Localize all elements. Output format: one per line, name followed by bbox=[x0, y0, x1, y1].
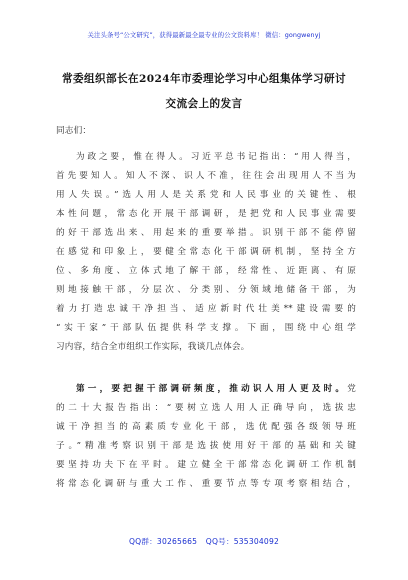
section-heading: 第一，要把握干部调研频度，推动识人用人更及时。 bbox=[76, 384, 348, 394]
paragraph-line: 为政之要，惟在得人。习近平总书记指出：“用人得当， bbox=[76, 152, 356, 162]
paragraph-line: 诚干净担当的高素质专业化干部，选优配强各级领导班 bbox=[56, 422, 356, 432]
paragraph-line: “实干家”干部队伍提供科学支撑。下面，围绕中心组学 bbox=[56, 323, 356, 333]
section-heading-line bbox=[76, 382, 356, 394]
paragraph-line: 位、多角度、立体式地了解干部，经常性、近距离、有原 bbox=[56, 266, 356, 276]
paragraph-line: 的好干部选出来、用起来的重要举措。识别干部不能停留 bbox=[56, 228, 356, 238]
paragraph-line: 子。”精准考察识别干部是选拔使用好干部的基础和关键 bbox=[56, 441, 356, 451]
footer-qq-group: QQ群：30265665 bbox=[128, 537, 198, 546]
section-heading-tail: 党 bbox=[347, 384, 356, 394]
document-title-line1: 常委组织部长在2024年市委理论学习中心组集体学习研讨 bbox=[62, 73, 346, 85]
salutation: 同志们： bbox=[56, 126, 92, 136]
header-banner: 关注头条号“公文研究”，获得最新最全最专业的公文资料库！ 微信：gongwenyj bbox=[87, 31, 321, 39]
footer-qq-number: QQ号：535304092 bbox=[205, 537, 280, 546]
footer-contact bbox=[0, 536, 408, 547]
paragraph-line: 在感觉和印象上，要健全常态化干部调研机制，坚持全方 bbox=[56, 247, 356, 257]
paragraph-line: 首先要知人。知人不深、识人不准，往往会出现用人不当为 bbox=[56, 171, 356, 181]
paragraph-line: 将常态化调研与重大工作、重要节点等专项考察相结合， bbox=[56, 479, 356, 489]
paragraph-line: 则地接触干部，分层次、分类别、分领域地储备干部，为 bbox=[56, 285, 356, 295]
paragraph-line: 习内容，结合全市组织工作实际，我谈几点体会。 bbox=[56, 342, 250, 352]
paragraph-line: 着力打造忠诚干净担当、适应新时代壮美**建设需要的 bbox=[56, 304, 356, 314]
paragraph-line: 要坚持功夫下在平时。建立健全干部常态化调研工作机制 bbox=[56, 460, 356, 470]
paragraph-line: 的二十大报告指出：“要树立选人用人正确导向，选拔忠 bbox=[56, 403, 356, 413]
paragraph-line: 用人失误。”选人用人是关系党和人民事业的关键性、根 bbox=[56, 190, 356, 200]
document-title-line2: 交流会上的发言 bbox=[165, 98, 243, 110]
paragraph-line: 本性问题，常态化开展干部调研，是把党和人民事业需要 bbox=[56, 209, 356, 219]
